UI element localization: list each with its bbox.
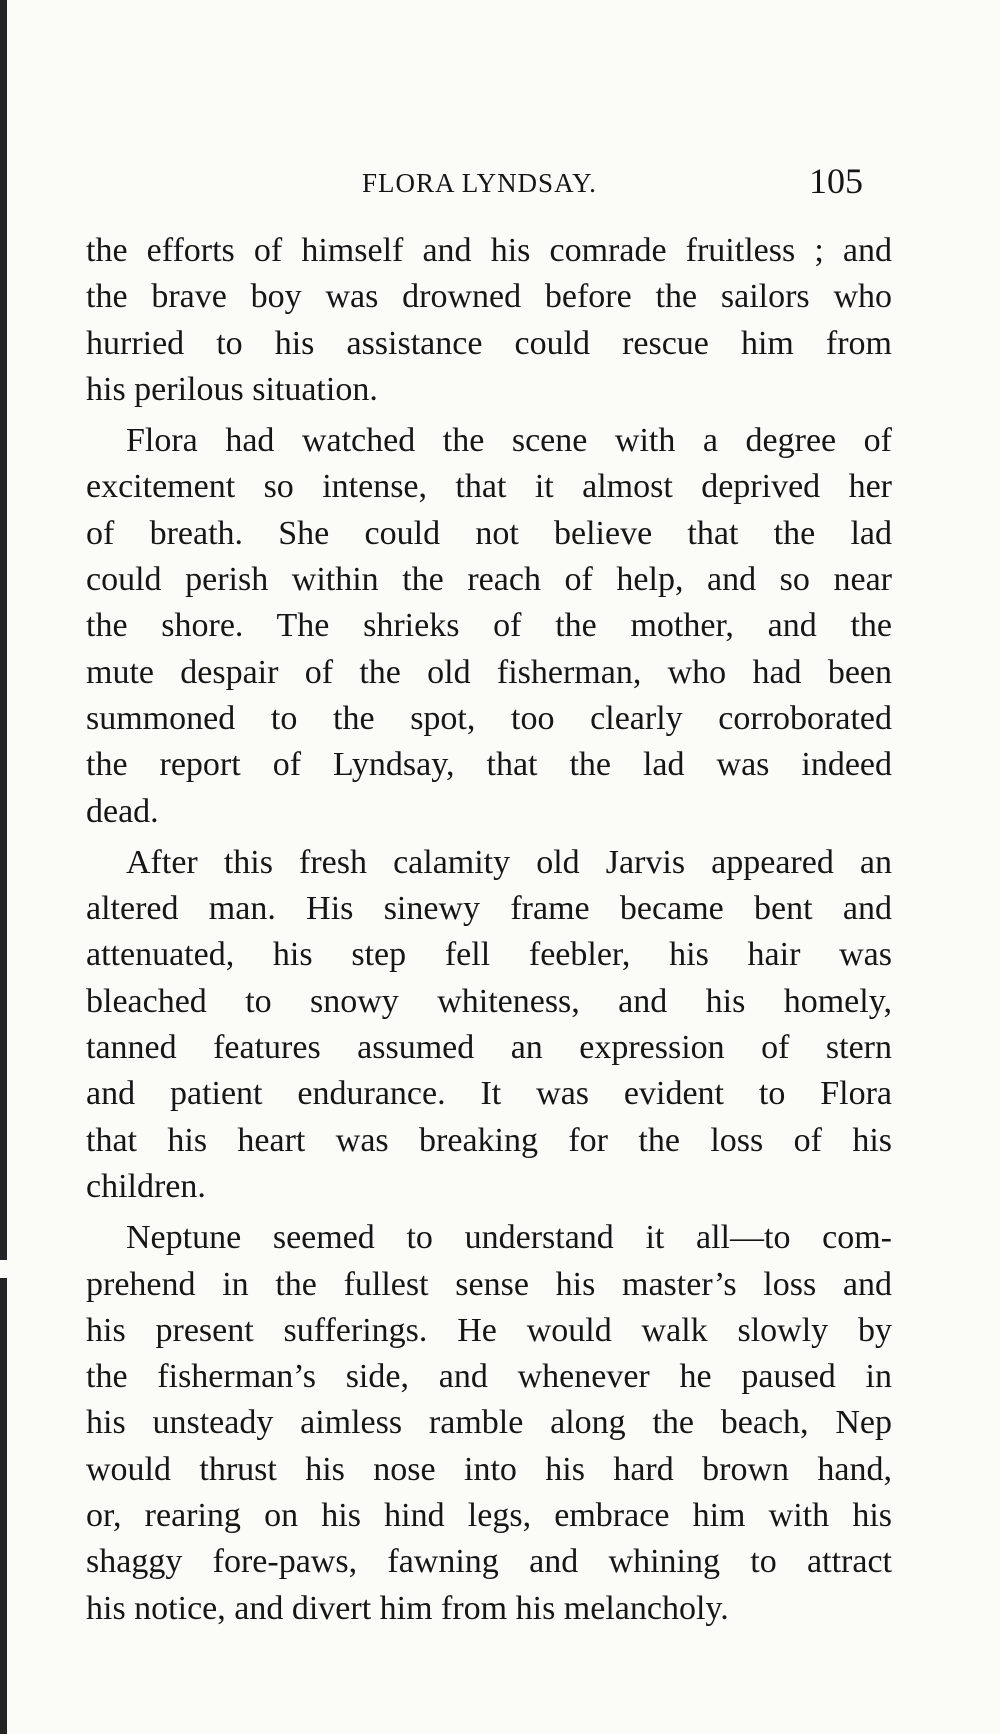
text-line: dead. — [86, 792, 159, 830]
text-line: altered man. His sinewy frame became bent and — [86, 890, 892, 928]
text-line: Neptune seemed to understand it all—to com- — [126, 1219, 892, 1257]
paragraph — [86, 418, 892, 835]
text-line: his unsteady aimless ramble along the beach, Nep — [86, 1404, 892, 1442]
text-line: the fisherman’s side, and whenever he paused in — [86, 1358, 892, 1396]
text-line: of breath. She could not believe that the lad — [86, 514, 892, 552]
text-line: that his heart was breaking for the loss of his — [86, 1121, 892, 1159]
text-line: tanned features assumed an expression of stern — [86, 1029, 892, 1067]
body-text — [86, 228, 892, 1632]
text-line: mute despair of the old fisherman, who had been — [86, 653, 892, 691]
text-line: children. — [86, 1167, 206, 1205]
text-line: summoned to the spot, too clearly corroborated — [86, 699, 892, 737]
binding-edge-gap — [0, 1260, 7, 1278]
text-line: the brave boy was drowned before the sailors who — [86, 278, 892, 316]
page-number: 105 — [809, 161, 863, 201]
text-line: the efforts of himself and his comrade fruitless ; and — [86, 232, 892, 269]
text-line: hurried to his assistance could rescue him from — [86, 324, 892, 362]
text-line: would thrust his nose into his hard brown hand, — [86, 1450, 892, 1488]
text-line: could perish within the reach of help, and so near — [86, 561, 892, 599]
text-line: attenuated, his step fell feebler, his hair was — [86, 936, 892, 974]
running-title: FLORA LYNDSAY. — [362, 168, 597, 198]
text-line: and patient endurance. It was evident to Flora — [86, 1075, 892, 1113]
text-line: the shore. The shrieks of the mother, and the — [86, 607, 892, 645]
text-line: the report of Lyndsay, that the lad was indeed — [86, 746, 892, 784]
page-header — [0, 160, 1000, 210]
paragraph — [86, 840, 892, 1210]
text-line: prehend in the fullest sense his master’s loss and — [86, 1265, 892, 1303]
text-line: shaggy fore-paws, fawning and whining to attract — [86, 1543, 892, 1581]
text-line: After this fresh calamity old Jarvis appeared an — [126, 843, 892, 881]
page-binding-edge — [0, 0, 7, 1734]
text-line: his perilous situation. — [86, 370, 378, 408]
text-line: excitement so intense, that it almost deprived her — [86, 468, 892, 506]
paragraph — [86, 228, 892, 413]
paragraph — [86, 1215, 892, 1632]
text-line: Flora had watched the scene with a degree of — [126, 422, 892, 460]
text-line: or, rearing on his hind legs, embrace him with his — [86, 1497, 892, 1535]
text-line: bleached to snowy whiteness, and his homely, — [86, 982, 892, 1020]
text-line: his present sufferings. He would walk slowly by — [86, 1311, 892, 1349]
text-line: his notice, and divert him from his melancholy. — [86, 1589, 729, 1627]
